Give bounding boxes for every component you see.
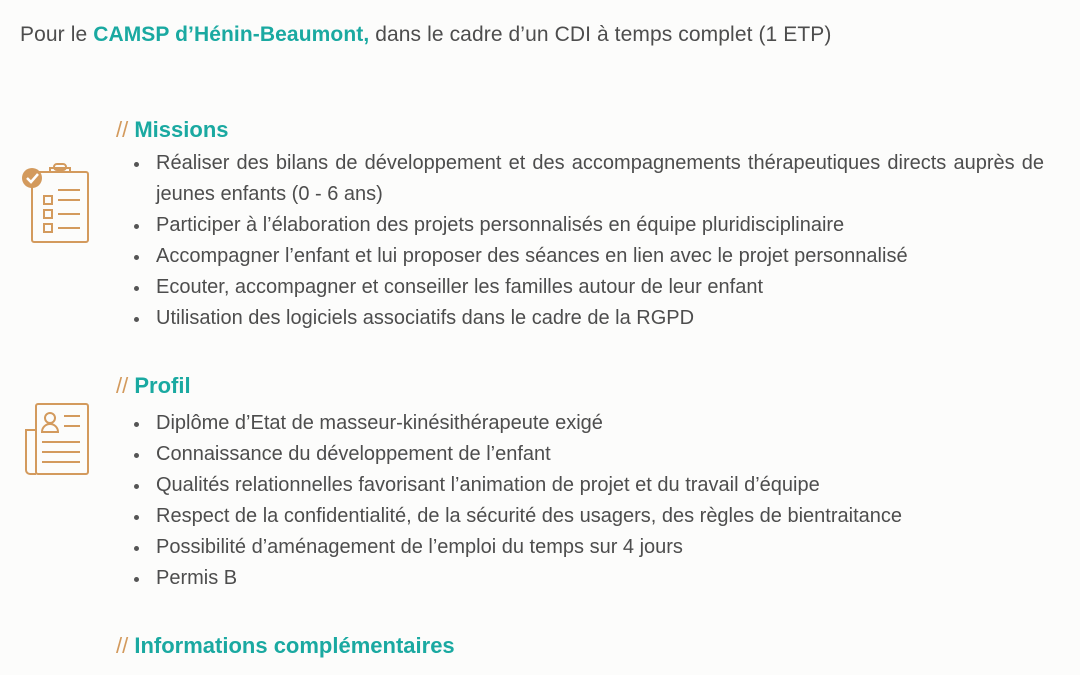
list-item: Connaissance du développement de l’enfant xyxy=(132,439,1044,470)
resume-icon xyxy=(20,400,94,478)
infos-title: Informations complémentaires xyxy=(134,633,455,658)
list-item: Utilisation des logiciels associatifs dans le cadre de la RGPD xyxy=(132,303,1044,334)
checklist-icon xyxy=(20,162,94,244)
list-item: Possibilité d’aménagement de l’emploi du temps sur 4 jours xyxy=(132,532,1044,563)
list-item: Diplôme d’Etat de masseur-kinésithérapeute exigé xyxy=(132,408,1044,439)
list-item: Participer à l’élaboration des projets personnalisés en équipe pluridisciplinaire xyxy=(132,210,1044,241)
profil-list xyxy=(132,408,1044,594)
intro-suffix: dans le cadre d’un CDI à temps complet (1 ETP) xyxy=(369,23,832,46)
profil-title: Profil xyxy=(134,373,191,398)
profil-section xyxy=(0,372,1080,602)
missions-list xyxy=(132,148,1044,334)
list-item: Réaliser des bilans de développement et des accompagnements thérapeutiques directs auprès de jeunes enfants (0 - 6 ans) xyxy=(132,148,1044,210)
list-item: Permis B xyxy=(132,563,1044,594)
list-item: Accompagner l’enfant et lui proposer des séances en lien avec le projet personnalisé xyxy=(132,241,1044,272)
intro-prefix: Pour le xyxy=(20,23,94,46)
intro-line xyxy=(20,20,832,50)
infos-heading: // Informations complémentaires xyxy=(116,633,455,658)
list-item: Ecouter, accompagner et conseiller les familles autour de leur enfant xyxy=(132,272,1044,303)
profil-heading: // Profil xyxy=(116,373,191,398)
missions-heading: // Missions xyxy=(116,117,229,142)
missions-title: Missions xyxy=(134,117,229,142)
infos-section xyxy=(0,632,1080,675)
missions-section xyxy=(0,116,1080,336)
list-item: Qualités relationnelles favorisant l’animation de projet et du travail d’équipe xyxy=(132,470,1044,501)
list-item: Respect de la confidentialité, de la sécurité des usagers, des règles de bientraitance xyxy=(132,501,1044,532)
org-name: CAMSP d’Hénin-Beaumont, xyxy=(93,23,370,46)
